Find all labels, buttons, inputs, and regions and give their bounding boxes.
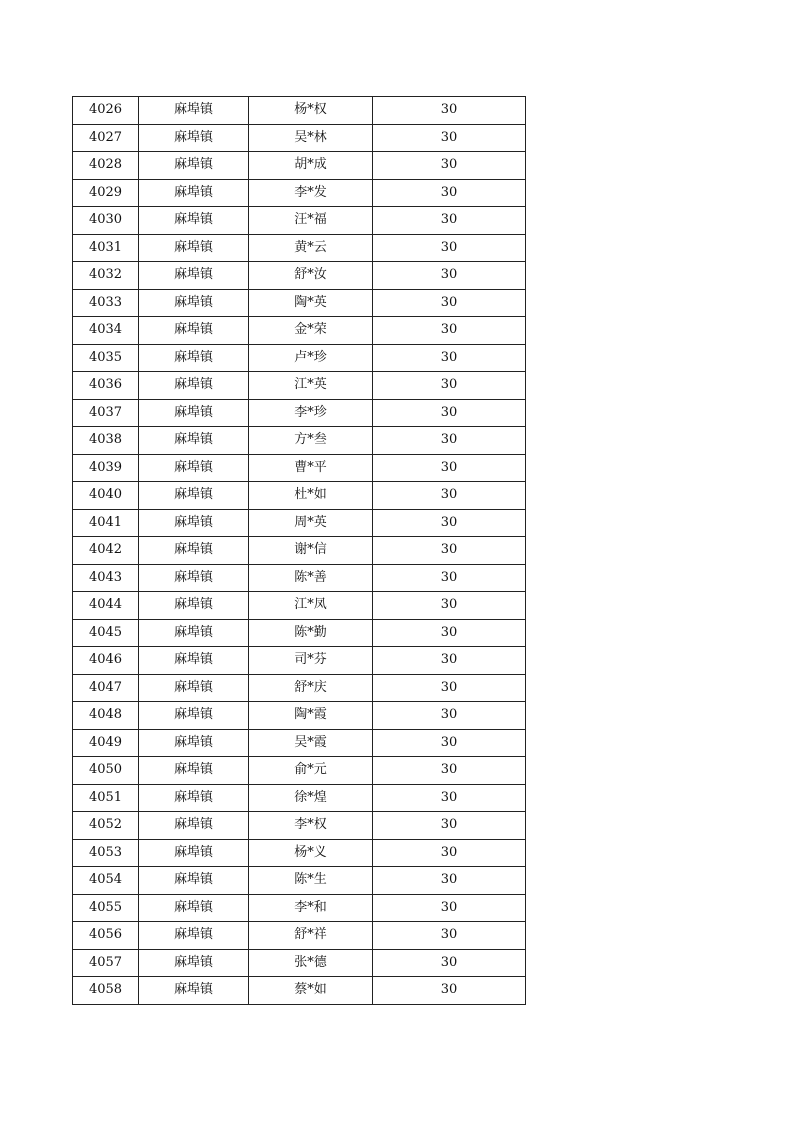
cell-name: 舒*汝 — [249, 262, 373, 290]
table-row — [73, 757, 526, 785]
cell-town: 麻埠镇 — [139, 839, 249, 867]
cell-id: 4037 — [73, 399, 139, 427]
cell-town: 麻埠镇 — [139, 262, 249, 290]
cell-id: 4040 — [73, 482, 139, 510]
table-row — [73, 564, 526, 592]
cell-id: 4031 — [73, 234, 139, 262]
cell-amount: 30 — [373, 977, 526, 1005]
cell-id: 4044 — [73, 592, 139, 620]
cell-amount: 30 — [373, 702, 526, 730]
cell-name: 俞*元 — [249, 757, 373, 785]
cell-amount: 30 — [373, 894, 526, 922]
cell-town: 麻埠镇 — [139, 757, 249, 785]
cell-town: 麻埠镇 — [139, 619, 249, 647]
cell-amount: 30 — [373, 124, 526, 152]
cell-town: 麻埠镇 — [139, 207, 249, 235]
cell-id: 4057 — [73, 949, 139, 977]
cell-amount: 30 — [373, 152, 526, 180]
cell-id: 4056 — [73, 922, 139, 950]
cell-id: 4049 — [73, 729, 139, 757]
cell-town: 麻埠镇 — [139, 344, 249, 372]
table-row — [73, 454, 526, 482]
cell-name: 张*德 — [249, 949, 373, 977]
cell-id: 4034 — [73, 317, 139, 345]
cell-amount: 30 — [373, 317, 526, 345]
cell-town: 麻埠镇 — [139, 372, 249, 400]
cell-town: 麻埠镇 — [139, 647, 249, 675]
cell-town: 麻埠镇 — [139, 97, 249, 125]
cell-id: 4030 — [73, 207, 139, 235]
cell-name: 周*英 — [249, 509, 373, 537]
cell-town: 麻埠镇 — [139, 592, 249, 620]
cell-amount: 30 — [373, 179, 526, 207]
cell-town: 麻埠镇 — [139, 234, 249, 262]
roster-table-body — [73, 97, 526, 1005]
roster-table — [72, 96, 526, 1005]
table-row — [73, 537, 526, 565]
cell-id: 4051 — [73, 784, 139, 812]
cell-id: 4045 — [73, 619, 139, 647]
cell-amount: 30 — [373, 729, 526, 757]
table-row — [73, 674, 526, 702]
cell-amount: 30 — [373, 97, 526, 125]
cell-name: 金*荣 — [249, 317, 373, 345]
cell-amount: 30 — [373, 949, 526, 977]
cell-town: 麻埠镇 — [139, 124, 249, 152]
table-row — [73, 207, 526, 235]
cell-id: 4048 — [73, 702, 139, 730]
cell-id: 4026 — [73, 97, 139, 125]
cell-id: 4033 — [73, 289, 139, 317]
cell-name: 方*叁 — [249, 427, 373, 455]
table-row — [73, 317, 526, 345]
cell-id: 4042 — [73, 537, 139, 565]
cell-town: 麻埠镇 — [139, 152, 249, 180]
cell-name: 杨*权 — [249, 97, 373, 125]
cell-town: 麻埠镇 — [139, 454, 249, 482]
cell-amount: 30 — [373, 344, 526, 372]
cell-name: 谢*信 — [249, 537, 373, 565]
cell-amount: 30 — [373, 482, 526, 510]
cell-id: 4032 — [73, 262, 139, 290]
cell-town: 麻埠镇 — [139, 922, 249, 950]
cell-id: 4050 — [73, 757, 139, 785]
table-row — [73, 592, 526, 620]
cell-id: 4053 — [73, 839, 139, 867]
table-row — [73, 372, 526, 400]
table-row — [73, 234, 526, 262]
cell-amount: 30 — [373, 399, 526, 427]
cell-id: 4036 — [73, 372, 139, 400]
cell-town: 麻埠镇 — [139, 894, 249, 922]
cell-name: 李*珍 — [249, 399, 373, 427]
cell-town: 麻埠镇 — [139, 702, 249, 730]
cell-id: 4055 — [73, 894, 139, 922]
table-row — [73, 729, 526, 757]
table-row — [73, 619, 526, 647]
table-row — [73, 922, 526, 950]
table-row — [73, 839, 526, 867]
table-row — [73, 152, 526, 180]
table-row — [73, 977, 526, 1005]
cell-amount: 30 — [373, 207, 526, 235]
table-row — [73, 647, 526, 675]
cell-name: 司*芬 — [249, 647, 373, 675]
cell-amount: 30 — [373, 509, 526, 537]
cell-name: 曹*平 — [249, 454, 373, 482]
cell-amount: 30 — [373, 537, 526, 565]
table-row — [73, 509, 526, 537]
cell-amount: 30 — [373, 234, 526, 262]
cell-amount: 30 — [373, 922, 526, 950]
cell-name: 李*和 — [249, 894, 373, 922]
cell-name: 胡*成 — [249, 152, 373, 180]
cell-id: 4046 — [73, 647, 139, 675]
cell-town: 麻埠镇 — [139, 179, 249, 207]
table-row — [73, 427, 526, 455]
cell-amount: 30 — [373, 262, 526, 290]
cell-name: 吴*林 — [249, 124, 373, 152]
cell-name: 李*权 — [249, 812, 373, 840]
table-row — [73, 97, 526, 125]
cell-name: 吴*霞 — [249, 729, 373, 757]
cell-id: 4029 — [73, 179, 139, 207]
cell-id: 4035 — [73, 344, 139, 372]
cell-amount: 30 — [373, 867, 526, 895]
cell-town: 麻埠镇 — [139, 537, 249, 565]
cell-id: 4054 — [73, 867, 139, 895]
cell-town: 麻埠镇 — [139, 674, 249, 702]
cell-amount: 30 — [373, 839, 526, 867]
table-row — [73, 812, 526, 840]
cell-id: 4038 — [73, 427, 139, 455]
cell-name: 陈*勤 — [249, 619, 373, 647]
cell-town: 麻埠镇 — [139, 482, 249, 510]
table-row — [73, 124, 526, 152]
cell-amount: 30 — [373, 812, 526, 840]
cell-town: 麻埠镇 — [139, 784, 249, 812]
table-row — [73, 179, 526, 207]
cell-name: 舒*庆 — [249, 674, 373, 702]
cell-amount: 30 — [373, 564, 526, 592]
cell-name: 李*发 — [249, 179, 373, 207]
cell-name: 陈*生 — [249, 867, 373, 895]
table-row — [73, 867, 526, 895]
cell-name: 徐*煌 — [249, 784, 373, 812]
cell-town: 麻埠镇 — [139, 949, 249, 977]
cell-name: 卢*珍 — [249, 344, 373, 372]
cell-name: 陈*善 — [249, 564, 373, 592]
cell-town: 麻埠镇 — [139, 317, 249, 345]
cell-name: 汪*福 — [249, 207, 373, 235]
cell-id: 4047 — [73, 674, 139, 702]
cell-amount: 30 — [373, 784, 526, 812]
table-row — [73, 784, 526, 812]
cell-id: 4028 — [73, 152, 139, 180]
table-row — [73, 702, 526, 730]
cell-id: 4039 — [73, 454, 139, 482]
cell-name: 蔡*如 — [249, 977, 373, 1005]
cell-id: 4052 — [73, 812, 139, 840]
cell-amount: 30 — [373, 592, 526, 620]
cell-town: 麻埠镇 — [139, 509, 249, 537]
cell-amount: 30 — [373, 619, 526, 647]
cell-town: 麻埠镇 — [139, 812, 249, 840]
cell-town: 麻埠镇 — [139, 427, 249, 455]
cell-name: 江*凤 — [249, 592, 373, 620]
cell-amount: 30 — [373, 674, 526, 702]
cell-id: 4041 — [73, 509, 139, 537]
table-row — [73, 482, 526, 510]
cell-name: 杜*如 — [249, 482, 373, 510]
table-row — [73, 289, 526, 317]
cell-name: 黄*云 — [249, 234, 373, 262]
cell-name: 舒*祥 — [249, 922, 373, 950]
cell-town: 麻埠镇 — [139, 399, 249, 427]
cell-town: 麻埠镇 — [139, 867, 249, 895]
cell-name: 江*英 — [249, 372, 373, 400]
cell-id: 4043 — [73, 564, 139, 592]
table-row — [73, 949, 526, 977]
table-row — [73, 262, 526, 290]
cell-amount: 30 — [373, 289, 526, 317]
cell-town: 麻埠镇 — [139, 729, 249, 757]
cell-amount: 30 — [373, 647, 526, 675]
cell-name: 杨*义 — [249, 839, 373, 867]
cell-town: 麻埠镇 — [139, 977, 249, 1005]
cell-town: 麻埠镇 — [139, 289, 249, 317]
cell-name: 陶*霞 — [249, 702, 373, 730]
cell-amount: 30 — [373, 757, 526, 785]
cell-id: 4058 — [73, 977, 139, 1005]
cell-amount: 30 — [373, 427, 526, 455]
cell-amount: 30 — [373, 454, 526, 482]
table-row — [73, 399, 526, 427]
cell-town: 麻埠镇 — [139, 564, 249, 592]
cell-id: 4027 — [73, 124, 139, 152]
cell-name: 陶*英 — [249, 289, 373, 317]
cell-amount: 30 — [373, 372, 526, 400]
table-row — [73, 894, 526, 922]
table-row — [73, 344, 526, 372]
